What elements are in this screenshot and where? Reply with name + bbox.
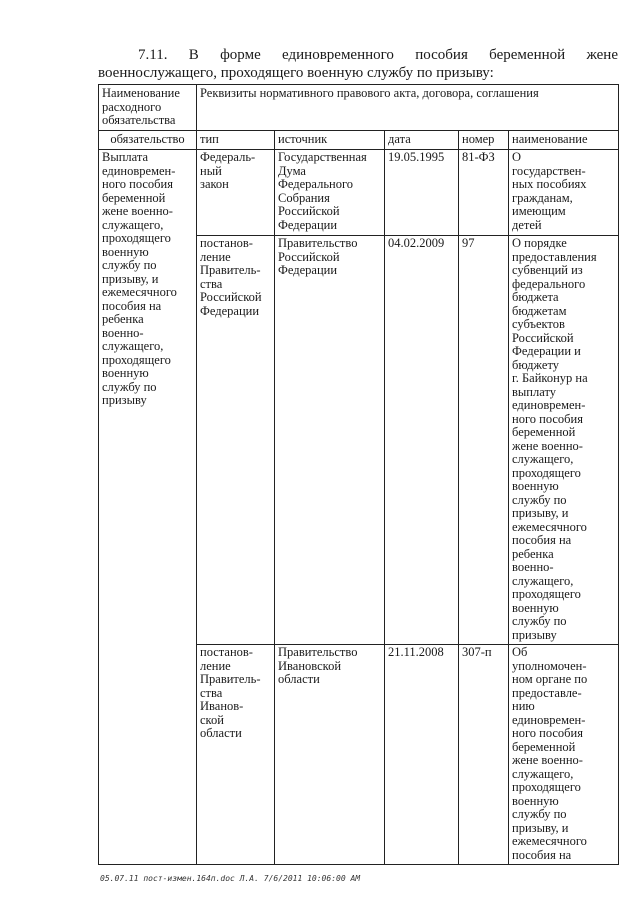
header-obligation-name: Наименование расходного обязательства [99, 85, 197, 131]
row-type: Федераль- ный закон [197, 150, 275, 236]
header-requisites: Реквизиты нормативного правового акта, договора, соглашения [197, 85, 619, 131]
table-header-row-2 [99, 131, 619, 150]
header-type: тип [197, 131, 275, 150]
row-type: постанов- ление Правитель- ства Иванов- ской области [197, 645, 275, 865]
table-header-row-1 [99, 85, 619, 131]
row-name: Об уполномочен- ном органе по предоставле- нию единовремен- ного пособия беременной жене военно- служащего, проходящего военную службу по призыву, и ежемесячного пособия на [509, 645, 619, 865]
row-date: 21.11.2008 [385, 645, 459, 865]
row-name: О государствен- ных пособиях гражданам, имеющим детей [509, 150, 619, 236]
row-number: 307-п [459, 645, 509, 865]
row-name: О порядке предоставления субвенций из федерального бюджета бюджетам субъектов Российской Федерации и бюджету г. Байконур на выплату единовремен- ного пособия беременной жене военно- служащего, проходящего военную службу по призыву, и ежемесячного пособия на ребенка военно- служащего, проходящего военную службу по призыву [509, 236, 619, 645]
obligations-table [98, 84, 619, 865]
row-source: Государственная Дума Федерального Собрания Российской Федерации [275, 150, 385, 236]
header-source: источник [275, 131, 385, 150]
document-footer: 05.07.11 пост-измен.164п.doc Л.А. 7/6/2011 10:06:00 AM [100, 874, 361, 883]
header-date: дата [385, 131, 459, 150]
header-obligation: обязательство [99, 131, 197, 150]
header-number: номер [459, 131, 509, 150]
section-heading [98, 46, 618, 82]
row-date: 04.02.2009 [385, 236, 459, 645]
row-date: 19.05.1995 [385, 150, 459, 236]
row-source: Правительство Ивановской области [275, 645, 385, 865]
row-number: 81-ФЗ [459, 150, 509, 236]
obligation-cell: Выплата единовремен- ного пособия беременной жене военно- служащего, проходящего военную службу по призыву, и ежемесячного пособия на ребенка военно- служащего, проходящего военную службу по призыву [99, 150, 197, 865]
row-number: 97 [459, 236, 509, 645]
header-name: наименование [509, 131, 619, 150]
row-type: постанов- ление Правитель- ства Российской Федерации [197, 236, 275, 645]
heading-line-1: 7.11. В форме единовременного пособия беременной жене [138, 47, 618, 63]
row-source: Правительство Российской Федерации [275, 236, 385, 645]
table-row [99, 150, 619, 236]
heading-line-2: военнослужащего, проходящего военную службу по призыву: [98, 65, 494, 81]
